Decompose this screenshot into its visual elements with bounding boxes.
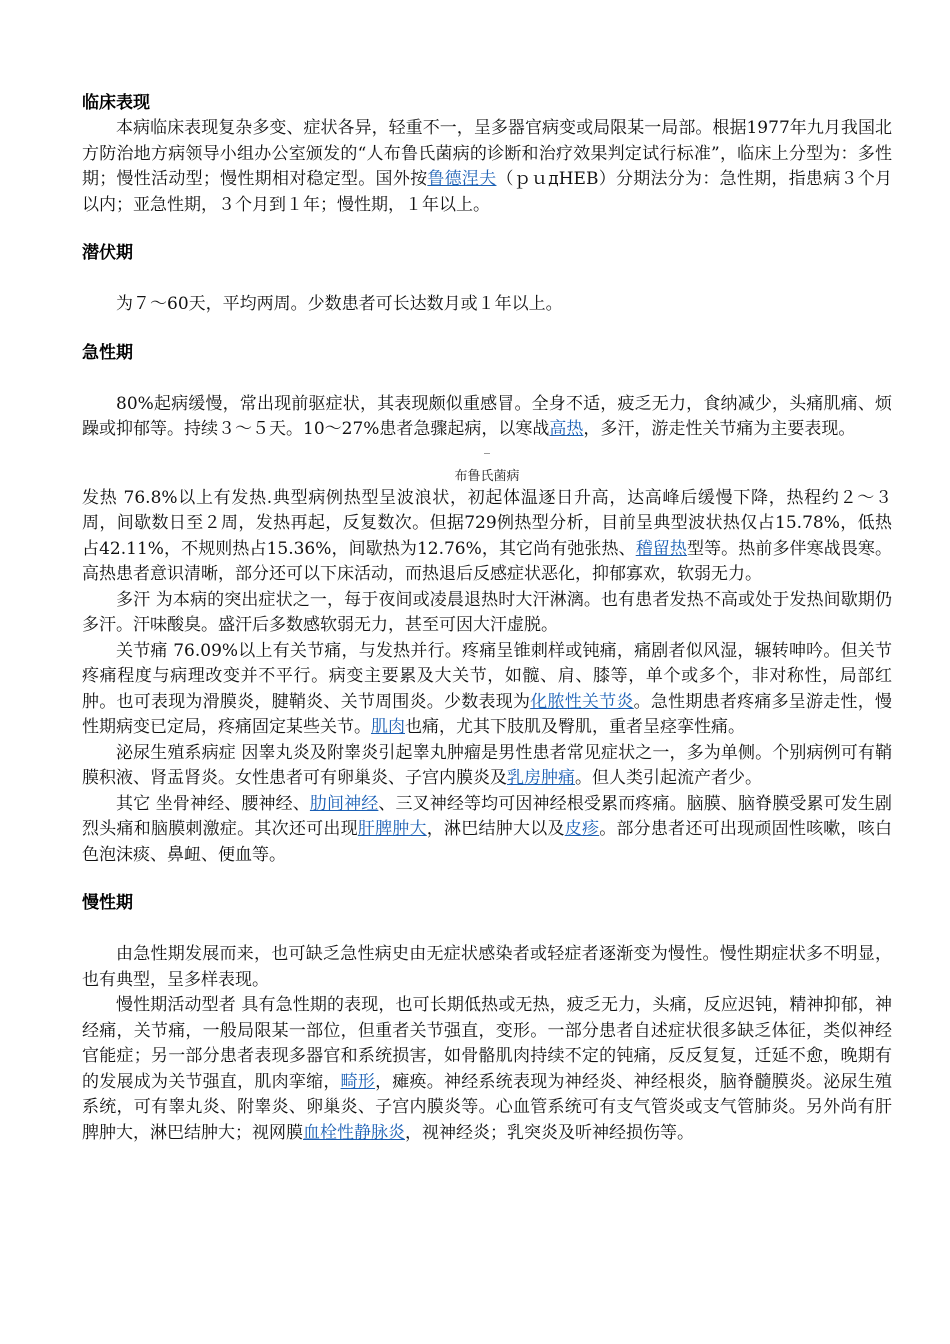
- link-rudnev[interactable]: 鲁德涅夫: [427, 169, 497, 189]
- heading-clinical: 临床表现: [82, 93, 150, 113]
- paragraph-incubation: 为７～60天，平均两周。少数患者可长达数月或１年以上。: [116, 294, 563, 314]
- heading-chronic: 慢性期: [82, 893, 133, 913]
- link-muscle[interactable]: 肌肉: [371, 717, 405, 737]
- figure: [82, 453, 892, 486]
- paragraph-sweating: 多汗 为本病的突出症状之一，每于夜间或凌晨退热时大汗淋漓。也有患者发热不高或处于发热间歇期仍多汗。汗味酸臭。盛汗后多数感软弱无力，甚至可因大汗虚脱。: [82, 589, 892, 635]
- link-hepatosplenomegaly[interactable]: 肝脾肿大: [357, 819, 427, 839]
- link-intercostal-nerve[interactable]: 肋间神经: [309, 793, 379, 814]
- paragraph-clinical-intro: 本病临床表现复杂多变、症状各异，轻重不一，呈多器官病变或局限某一局部。根据1977年九月我国北方防治地方病领导小组办公室颁发的“人布鲁氏菌病的诊断和治疗效果判定试行标准”，临床上分型为：多性期；慢性活动型；慢性期相对稳定型。国外按鲁德涅夫（ｐｕдНЕВ）分期法分为：急性期，指患病３个月以内；亚急性期，３个月到１年；慢性期，１年以上。: [82, 118, 893, 215]
- paragraph-joint-pain: 关节痛 76.09%以上有关节痛，与发热并行。疼痛呈锥刺样或钝痛，痛剧者似风湿，辗转呻吟。但关节疼痛程度与病理改变并不平行。病变主要累及大关节，如髋、肩、膝等，单个或多个，非对称性，局部红肿。也可表现为滑膜炎，腱鞘炎、关节周围炎。少数表现为化脓性关节炎。急性期患者疼痛多呈游走性，慢性期病变已定局，疼痛固定某些关节。肌肉也痛，尤其下肢肌及臀肌，重者呈痉挛性痛。: [82, 640, 893, 737]
- link-breast-pain[interactable]: 乳房肿痛: [507, 768, 575, 788]
- link-continued-fever[interactable]: 稽留热: [635, 538, 687, 559]
- paragraph-other: 其它 坐骨神经、腰神经、肋间神经、三叉神经等均可因神经根受累而疼痛。脑膜、脑脊膜受累可发生剧烈头痛和脑膜刺激症。其次还可出现肝脾肿大，淋巴结肿大以及皮疹。部分患者还可出现顽固性咳嗽，咳白色泡沫痰、鼻衄、便血等。: [82, 793, 893, 865]
- link-thrombophlebitis[interactable]: 血栓性静脉炎: [303, 1122, 405, 1143]
- paragraph-chronic-active: 慢性期活动型者 具有急性期的表现，也可长期低热或无热，疲乏无力，头痛，反应迟钝，精神抑郁，神经痛，关节痛，一般局限某一部位，但重者关节强直，变形。一部分患者自述症状很多缺乏体征，类似神经官能症；另一部分患者表现多器官和系统损害，如骨骼肌肉持续不定的钝痛，反反复复，迁延不愈，晚期有的发展成为关节强直，肌肉挛缩，畸形，瘫痪。神经系统表现为神经炎、神经根炎，脑脊髓膜炎。泌尿生殖系统，可有睾丸炎、附睾炎、卵巢炎、子宫内膜炎等。心血管系统可有支气管炎或支气管肺炎。另外尚有肝脾肿大，淋巴结肿大；视网膜血栓性静脉炎，视神经炎；乳突炎及听神经损伤等。: [82, 995, 893, 1143]
- link-deformity[interactable]: 畸形: [340, 1071, 376, 1092]
- document-page: [82, 90, 892, 1146]
- heading-incubation: 潜伏期: [82, 243, 133, 263]
- paragraph-chronic-intro: 由急性期发展而来，也可缺乏急性病史由无症状感染者或轻症者逐渐变为慢性。慢性期症状多不明显，也有典型，呈多样表现。: [82, 944, 892, 990]
- link-high-fever[interactable]: 高热: [549, 419, 584, 439]
- figure-caption: 布鲁氏菌病: [454, 468, 520, 484]
- link-rash[interactable]: 皮疹: [564, 819, 600, 839]
- link-suppurative-arthritis[interactable]: 化脓性关节炎: [530, 691, 634, 712]
- paragraph-acute-intro: 80%起病缓慢，常出现前驱症状，其表现颇似重感冒。全身不适，疲乏无力，食纳减少，头痛肌痛、烦躁或抑郁等。持续３～５天。10～27%患者急骤起病，以寒战高热，多汗，游走性关节痛为主要表现。: [82, 393, 892, 439]
- paragraph-urogenital: 泌尿生殖系病症 因睾丸炎及附睾炎引起睾丸肿瘤是男性患者常见症状之一，多为单侧。个别病例可有鞘膜积液、肾盂肾炎。女性患者可有卵巢炎、子宫内膜炎及乳房肿痛。但人类引起流产者少。: [82, 742, 892, 788]
- heading-acute: 急性期: [82, 342, 133, 363]
- paragraph-fever: 发热 76.8%以上有发热.典型病例热型呈波浪状，初起体温逐日升高，达高峰后缓慢下降，热程约２～３周，间歇数日至２周，发热再起，反复数次。但据729例热型分析，目前呈典型波状热仅占15.78%，低热占42.11%，不规则热占15.36%，间歇热为12.76%，其它尚有弛张热、稽留热型等。热前多伴寒战畏寒。高热患者意识清晰，部分还可以下床活动，而热退后反感症状恶化，抑郁寡欢，软弱无力。: [82, 487, 893, 584]
